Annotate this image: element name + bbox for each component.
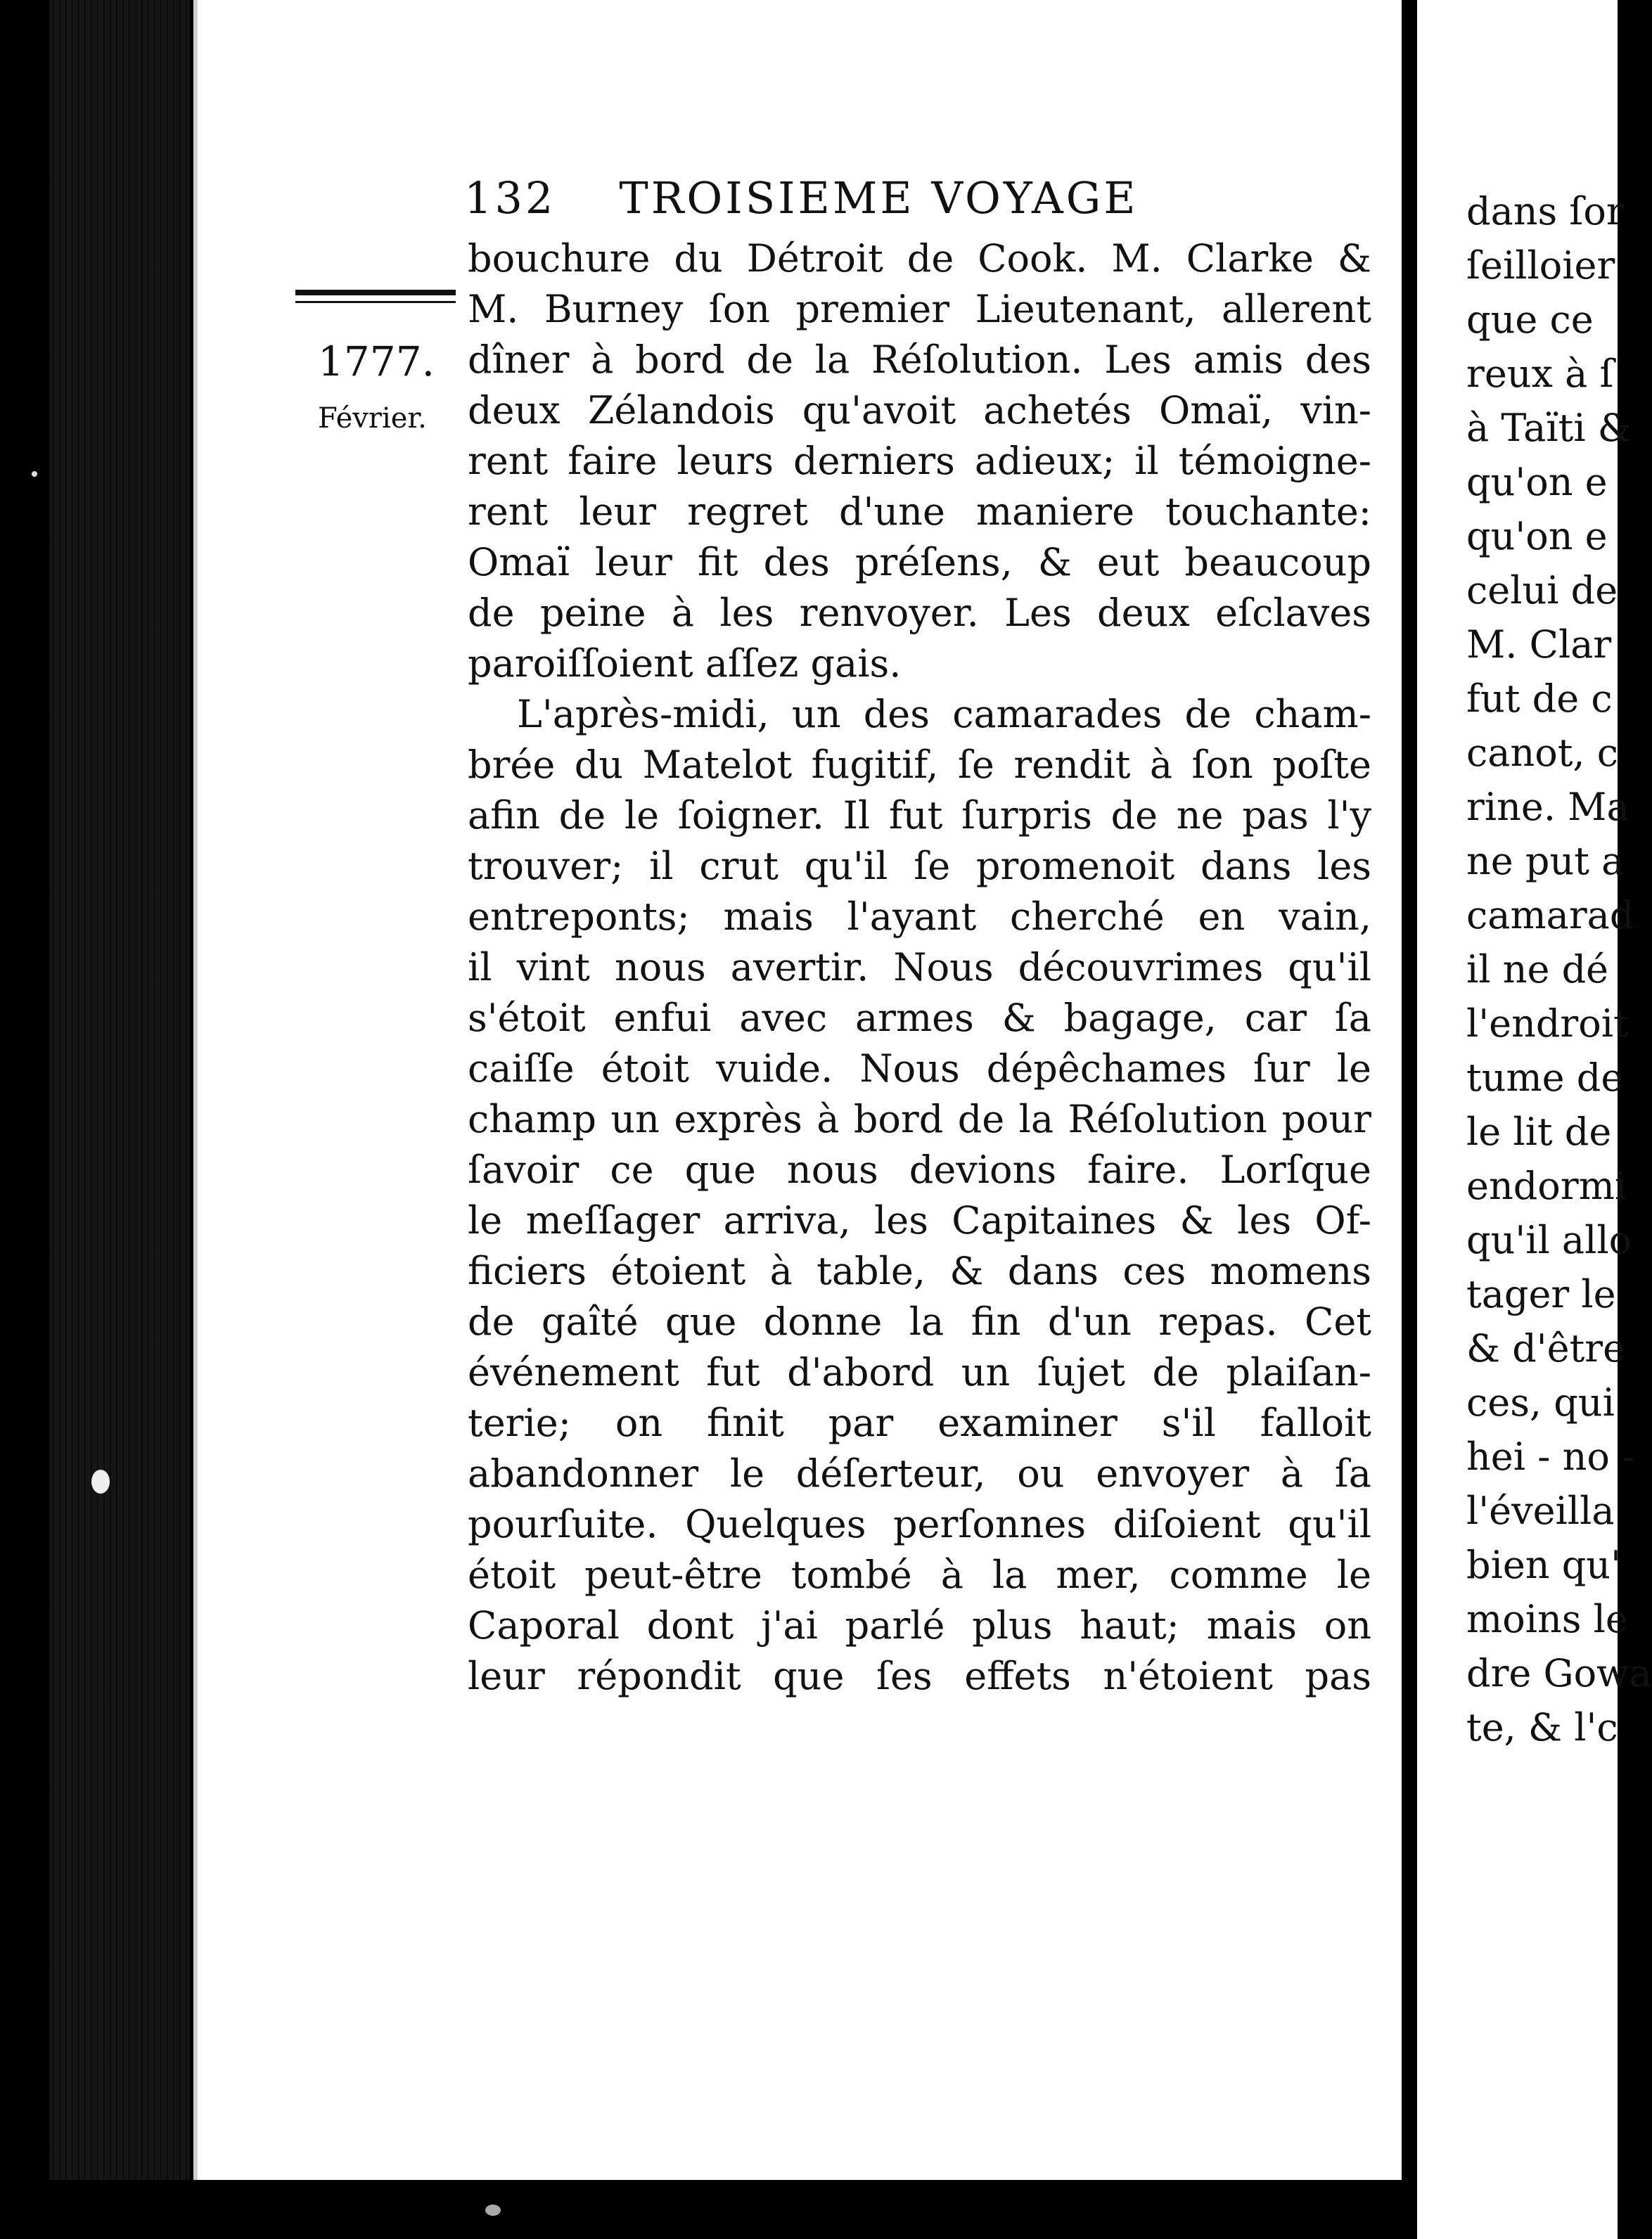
text-line: champ un exprès à bord de la Réſolution pour bbox=[468, 1097, 1371, 1141]
text-line: terie; on finit par examiner s'il falloit bbox=[468, 1401, 1371, 1445]
running-head bbox=[464, 172, 1139, 224]
text-line: brée du Matelot fugitif, ſe rendit à ſon poſte bbox=[468, 743, 1371, 787]
text-line: ſeilloier bbox=[1466, 243, 1615, 288]
text-line: afin de le ſoigner. Il fut ſurpris de ne pas l'y bbox=[468, 793, 1371, 838]
text-line: fut de c bbox=[1466, 676, 1613, 721]
page-bottom-shadow bbox=[0, 2180, 1417, 2239]
text-line: qu'on e bbox=[1466, 514, 1608, 558]
text-line: L'après-midi, un des camarades de cham- bbox=[517, 692, 1371, 736]
text-line: canot, c bbox=[1466, 731, 1618, 775]
text-line: il vint nous avertir. Nous découvrimes qu'il bbox=[468, 945, 1371, 989]
text-line: leur répondit que ſes effets n'étoient pas bbox=[468, 1654, 1371, 1698]
text-line: reux à ſ bbox=[1466, 352, 1614, 396]
margin-year: 1777. bbox=[318, 338, 435, 385]
text-line: bien qu' bbox=[1466, 1543, 1621, 1587]
running-title: TROISIEME VOYAGE bbox=[619, 172, 1139, 224]
text-line: M. Burney ſon premier Lieutenant, allerent bbox=[468, 287, 1371, 331]
text-line: te, & l'c bbox=[1466, 1705, 1618, 1750]
text-line: que ce bbox=[1466, 297, 1594, 342]
text-line: qu'il allo bbox=[1466, 1218, 1632, 1262]
margin-rule-thin bbox=[295, 301, 456, 303]
text-line: pourſuite. Quelques perſonnes diſoient qu'il bbox=[468, 1502, 1371, 1546]
text-line: camarad bbox=[1466, 893, 1634, 937]
text-line: tager le bbox=[1466, 1272, 1616, 1316]
text-line: ſavoir ce que nous devions faire. Lorſque bbox=[468, 1148, 1371, 1192]
margin-rule bbox=[295, 290, 456, 295]
text-line: qu'on e bbox=[1466, 460, 1608, 504]
text-line: ficiers étoient à table, & dans ces momens bbox=[468, 1249, 1371, 1293]
text-line: deux Zélandois qu'avoit achetés Omaï, vin- bbox=[468, 388, 1371, 432]
book-gutter bbox=[1402, 0, 1417, 2239]
text-line: événement fut d'abord un ſujet de plaiſan- bbox=[468, 1350, 1371, 1394]
text-line: & d'être bbox=[1466, 1326, 1626, 1371]
text-line: de peine à les renvoyer. Les deux eſclaves bbox=[468, 591, 1371, 635]
margin-month: Février. bbox=[318, 402, 427, 435]
text-line: Caporal dont j'ai parlé plus haut; mais on bbox=[468, 1603, 1371, 1648]
text-line: le lit de bbox=[1466, 1110, 1612, 1154]
text-line: le meſſager arriva, les Capitaines & les Of- bbox=[468, 1198, 1371, 1243]
text-line: de gaîté que donne la fin d'un repas. Cet bbox=[468, 1300, 1371, 1344]
text-line: rent faire leurs derniers adieux; il témoigne- bbox=[468, 439, 1371, 483]
text-line: ne put a bbox=[1466, 839, 1625, 883]
text-line: rent leur regret d'une maniere touchante: bbox=[468, 489, 1371, 534]
text-line: ces, qui bbox=[1466, 1380, 1615, 1425]
text-line: trouver; il crut qu'il ſe promenoit dans les bbox=[468, 844, 1371, 888]
text-line: caiſſe étoit vuide. Nous dépêchames ſur le bbox=[468, 1046, 1371, 1091]
text-line: l'endroit bbox=[1466, 1001, 1629, 1046]
dust-speck bbox=[32, 471, 37, 477]
text-line: l'éveilla bbox=[1466, 1489, 1615, 1533]
book-fore-edge bbox=[49, 0, 190, 2180]
text-line: celui de bbox=[1466, 568, 1618, 612]
text-line: s'étoit enfui avec armes & bagage, car ſa bbox=[468, 996, 1371, 1040]
page-number: 132 bbox=[464, 172, 556, 224]
body-text bbox=[468, 233, 1371, 1702]
text-line: étoit peut-être tombé à la mer, comme le bbox=[468, 1553, 1371, 1597]
dust-speck bbox=[485, 2205, 501, 2216]
text-line: Omaï leur fit des préſens, & eut beaucoup bbox=[468, 540, 1371, 584]
text-line: dans ſor bbox=[1466, 189, 1625, 233]
text-line: M. Clar bbox=[1466, 622, 1612, 667]
dust-speck bbox=[91, 1470, 110, 1494]
text-line: moins le bbox=[1466, 1597, 1628, 1641]
right-page-text bbox=[1466, 184, 1652, 1754]
text-line: entreponts; mais l'ayant cherché en vain, bbox=[468, 894, 1371, 939]
text-line: dîner à bord de la Réſolution. Les amis des bbox=[468, 338, 1371, 382]
text-line: rine. Ma bbox=[1466, 785, 1629, 829]
text-line: dre Gowa bbox=[1466, 1651, 1652, 1695]
text-line: hei - no - bbox=[1466, 1435, 1635, 1479]
text-line: abandonner le déſerteur, ou envoyer à ſa bbox=[468, 1451, 1371, 1496]
text-line: paroiſſoient aſſez gais. bbox=[468, 641, 902, 686]
text-line: endormi bbox=[1466, 1164, 1627, 1208]
text-line: tume de bbox=[1466, 1056, 1624, 1100]
text-line: il ne dé bbox=[1466, 947, 1609, 992]
text-line: à Taïti & bbox=[1466, 406, 1632, 450]
text-line: bouchure du Détroit de Cook. M. Clarke & bbox=[468, 236, 1371, 281]
